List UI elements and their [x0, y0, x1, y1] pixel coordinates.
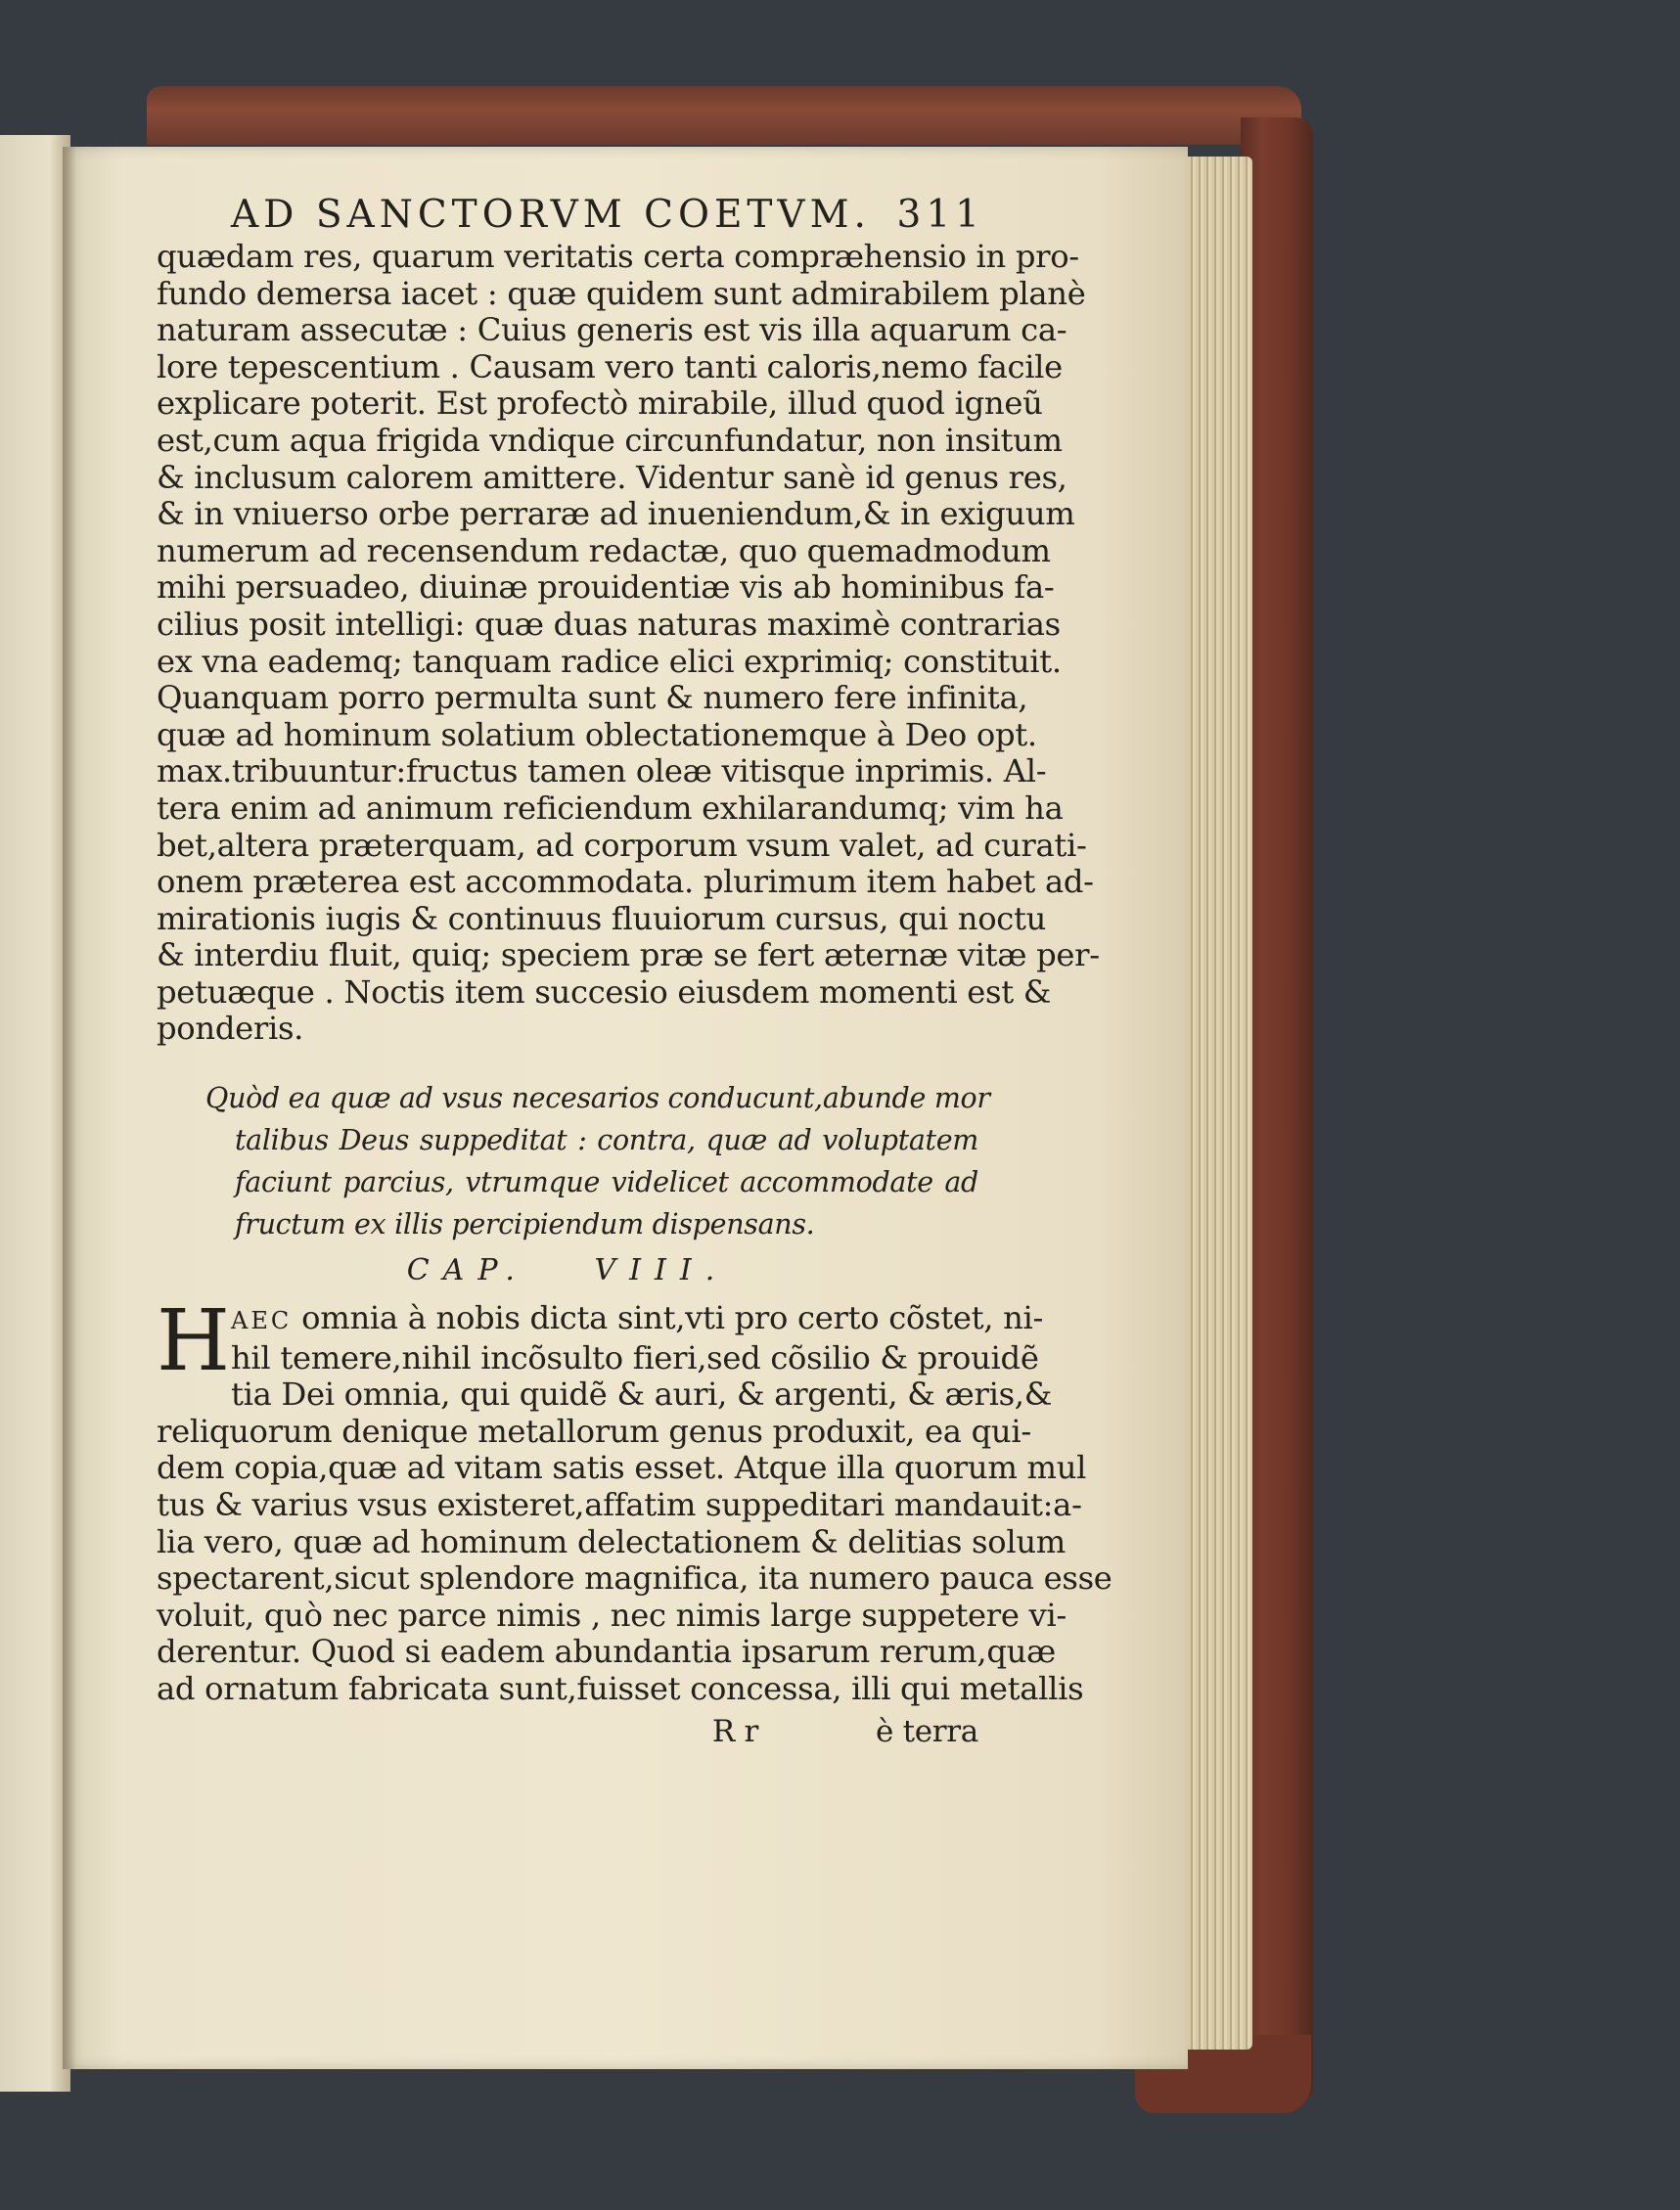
summary-line: Quòd ea quæ ad vsus necesarios conducunt,abunde mor	[205, 1082, 990, 1115]
body-line: & interdiu fluit, quiq; speciem præ se fert æternæ vitæ per-	[157, 936, 1100, 974]
body-line: hil temere,nihil incõsulto fieri,sed cõsilio & prouidẽ	[231, 1338, 1039, 1376]
catchword: è terra	[875, 1713, 978, 1749]
body-line: onem præterea est accommodata. plurimum item habet ad-	[157, 863, 1094, 901]
body-line: quæ ad hominum solatium oblectationemque à Deo opt.	[157, 715, 1037, 753]
body-line: & inclusum calorem amittere. Videntur sanè id genus res,	[157, 458, 1067, 496]
page-gutter-shadow	[63, 147, 76, 2069]
body-line: numerum ad recensendum redactæ, quo quemadmodum	[157, 531, 1051, 569]
body-line: lia vero, quæ ad hominum delectationem & delitias solum	[157, 1522, 1066, 1560]
body-line: est,cum aqua frigida vndique circunfundatur, non insitum	[157, 421, 1063, 459]
body-line: dem copia,quæ ad vitam satis esset. Atque illa quorum mul	[157, 1449, 1087, 1487]
chapter-paragraph	[157, 1292, 1112, 1708]
summary-line: faciunt parcius, vtrumque videlicet accommodate ad	[235, 1166, 978, 1199]
body-line: reliquorum denique metallorum genus produxit, ea qui-	[157, 1412, 1031, 1450]
body-line: tus & varius vsus existeret,affatim suppeditari mandauit:a-	[157, 1486, 1082, 1524]
body-line: ex vna eademq; tanquam radice elici exprimiq; constituit.	[157, 642, 1062, 680]
page-footer	[157, 1712, 978, 1751]
body-line: spectarent,sicut splendore magnifica, ita numero pauca esse	[157, 1559, 1112, 1598]
body-line: ad ornatum fabricata sunt,fuisset concessa, illi qui metallis	[157, 1670, 1084, 1707]
body-line: lore tepescentium . Causam vero tanti caloris,nemo facile	[157, 347, 1063, 385]
body-line: mirationis iugis & continuus fluuiorum cursus, qui noctu	[157, 899, 1047, 937]
first-word-smallcaps: AEC	[231, 1307, 293, 1335]
body-line: ponderis.	[157, 1010, 304, 1048]
body-line: derentur. Quod si eadem abundantia ipsarum rerum,quæ	[157, 1633, 1057, 1671]
body-line: Quanquam porro permulta sunt & numero fere infinita,	[157, 679, 1028, 717]
chapter-heading	[157, 1249, 978, 1292]
chapter-summary	[205, 1077, 990, 1245]
body-line	[157, 1299, 1044, 1340]
body-paragraph	[157, 238, 1100, 1048]
signature-mark: R r	[711, 1713, 758, 1749]
page-text	[157, 192, 1112, 1751]
chapter-label: CAP.	[406, 1253, 528, 1288]
body-line: tera enim ad animum reficiendum exhilarandumq; vim ha	[157, 789, 1064, 827]
body-line: tia Dei omnia, qui quidẽ & auri, & argenti, & æris,&	[231, 1376, 1053, 1414]
body-line: fundo demersa iacet : quæ quidem sunt admirabilem planè	[157, 274, 1086, 312]
body-line: voluit, quò nec parce nimis , nec nimis large suppetere vi-	[157, 1596, 1067, 1634]
body-line: naturam assecutæ : Cuius generis est vis illa aquarum ca-	[157, 311, 1067, 349]
body-line: quædam res, quarum veritatis certa compræhensio in pro-	[157, 238, 1079, 275]
running-head-title: AD SANCTORVM COETVM.	[231, 193, 871, 237]
page-number: 311	[896, 193, 984, 237]
body-line: bet,altera præterquam, ad corporum vsum valet, ad curati-	[157, 826, 1087, 864]
drop-cap-initial: H	[157, 1292, 230, 1391]
body-line: & in vniuerso orbe perraræ ad inueniendum,& in exiguum	[157, 495, 1075, 533]
body-line: cilius posit intelligi: quæ duas naturas maximè contrarias	[157, 605, 1061, 643]
chapter-number: VIII.	[594, 1253, 729, 1288]
running-head	[231, 192, 984, 239]
summary-line: fructum ex illis percipiendum dispensans.	[235, 1208, 815, 1241]
left-page-edge	[0, 135, 70, 2092]
body-line: petuæque . Noctis item succesio eiusdem momenti est &	[157, 972, 1052, 1011]
first-line-text: omnia à nobis dicta sint,vti pro certo cõstet, ni-	[301, 1299, 1044, 1337]
body-line: mihi persuadeo, diuinæ prouidentiæ vis ab hominibus fa-	[157, 568, 1055, 607]
summary-line: talibus Deus suppeditat : contra, quæ ad voluptatem	[235, 1124, 978, 1157]
body-line: max.tribuuntur:fructus tamen oleæ vitisque inprimis. Al-	[157, 752, 1047, 790]
book-cover-top-edge	[147, 86, 1301, 145]
body-line: explicare poterit. Est profectò mirabile, illud quod igneũ	[157, 384, 1043, 423]
